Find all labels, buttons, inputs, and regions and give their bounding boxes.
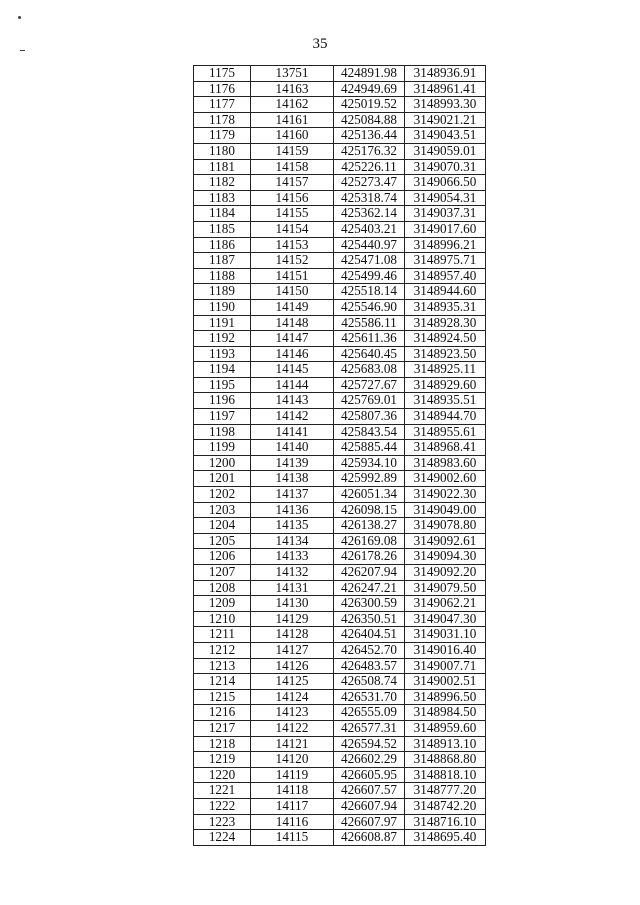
table-row — [194, 159, 486, 175]
table-row — [194, 720, 486, 736]
row-number-cell: 1175 — [194, 66, 251, 82]
row-number-cell: 1214 — [194, 674, 251, 690]
table-row — [194, 814, 486, 830]
y-coordinate-cell: 3148695.40 — [405, 830, 486, 846]
table-row — [194, 487, 486, 503]
row-number-cell: 1199 — [194, 440, 251, 456]
table-row — [194, 580, 486, 596]
x-coordinate-cell: 425176.32 — [334, 143, 405, 159]
x-coordinate-cell: 426350.51 — [334, 611, 405, 627]
table-row — [194, 175, 486, 191]
x-coordinate-cell: 426607.94 — [334, 798, 405, 814]
table-row — [194, 315, 486, 331]
table-row — [194, 284, 486, 300]
x-coordinate-cell: 425807.36 — [334, 409, 405, 425]
row-number-cell: 1215 — [194, 689, 251, 705]
y-coordinate-cell: 3149016.40 — [405, 642, 486, 658]
row-number-cell: 1182 — [194, 175, 251, 191]
point-id-cell: 14153 — [251, 237, 334, 253]
row-number-cell: 1179 — [194, 128, 251, 144]
point-id-cell: 14149 — [251, 299, 334, 315]
table-row — [194, 455, 486, 471]
point-id-cell: 14142 — [251, 409, 334, 425]
row-number-cell: 1177 — [194, 97, 251, 113]
row-number-cell: 1197 — [194, 409, 251, 425]
table-row — [194, 97, 486, 113]
x-coordinate-cell: 425992.89 — [334, 471, 405, 487]
row-number-cell: 1216 — [194, 705, 251, 721]
point-id-cell: 14140 — [251, 440, 334, 456]
y-coordinate-cell: 3148959.60 — [405, 720, 486, 736]
x-coordinate-cell: 426602.29 — [334, 752, 405, 768]
y-coordinate-cell: 3149094.30 — [405, 549, 486, 565]
point-id-cell: 14155 — [251, 206, 334, 222]
x-coordinate-cell: 425226.11 — [334, 159, 405, 175]
row-number-cell: 1193 — [194, 346, 251, 362]
row-number-cell: 1206 — [194, 549, 251, 565]
point-id-cell: 14127 — [251, 642, 334, 658]
table-row — [194, 440, 486, 456]
y-coordinate-cell: 3149047.30 — [405, 611, 486, 627]
page-number: 35 — [312, 36, 328, 52]
point-id-cell: 14144 — [251, 377, 334, 393]
y-coordinate-cell: 3148961.41 — [405, 81, 486, 97]
x-coordinate-cell: 426098.15 — [334, 502, 405, 518]
point-id-cell: 14124 — [251, 689, 334, 705]
point-id-cell: 14136 — [251, 502, 334, 518]
x-coordinate-cell: 425546.90 — [334, 299, 405, 315]
x-coordinate-cell: 425843.54 — [334, 424, 405, 440]
x-coordinate-cell: 425586.11 — [334, 315, 405, 331]
x-coordinate-cell: 426577.31 — [334, 720, 405, 736]
table-row — [194, 830, 486, 846]
row-number-cell: 1207 — [194, 565, 251, 581]
point-id-cell: 14125 — [251, 674, 334, 690]
y-coordinate-cell: 3148935.31 — [405, 299, 486, 315]
y-coordinate-cell: 3148944.70 — [405, 409, 486, 425]
x-coordinate-cell: 425440.97 — [334, 237, 405, 253]
x-coordinate-cell: 425318.74 — [334, 190, 405, 206]
x-coordinate-cell: 426607.57 — [334, 783, 405, 799]
table-row — [194, 471, 486, 487]
row-number-cell: 1203 — [194, 502, 251, 518]
point-id-cell: 14143 — [251, 393, 334, 409]
point-id-cell: 14148 — [251, 315, 334, 331]
y-coordinate-cell: 3149031.10 — [405, 627, 486, 643]
table-row — [194, 783, 486, 799]
point-id-cell: 14161 — [251, 112, 334, 128]
y-coordinate-cell: 3148935.51 — [405, 393, 486, 409]
point-id-cell: 14131 — [251, 580, 334, 596]
y-coordinate-cell: 3149078.80 — [405, 518, 486, 534]
row-number-cell: 1192 — [194, 331, 251, 347]
table-row — [194, 377, 486, 393]
table-row — [194, 206, 486, 222]
x-coordinate-cell: 426555.09 — [334, 705, 405, 721]
y-coordinate-cell: 3148984.50 — [405, 705, 486, 721]
y-coordinate-cell: 3148983.60 — [405, 455, 486, 471]
point-id-cell: 14122 — [251, 720, 334, 736]
row-number-cell: 1202 — [194, 487, 251, 503]
table-row — [194, 689, 486, 705]
row-number-cell: 1224 — [194, 830, 251, 846]
table-row — [194, 253, 486, 269]
row-number-cell: 1208 — [194, 580, 251, 596]
point-id-cell: 14132 — [251, 565, 334, 581]
table-row — [194, 331, 486, 347]
point-id-cell: 14162 — [251, 97, 334, 113]
point-id-cell: 14152 — [251, 253, 334, 269]
row-number-cell: 1196 — [194, 393, 251, 409]
table-row — [194, 705, 486, 721]
y-coordinate-cell: 3149002.51 — [405, 674, 486, 690]
y-coordinate-cell: 3148975.71 — [405, 253, 486, 269]
table-row — [194, 346, 486, 362]
row-number-cell: 1222 — [194, 798, 251, 814]
row-number-cell: 1204 — [194, 518, 251, 534]
y-coordinate-cell: 3148716.10 — [405, 814, 486, 830]
x-coordinate-cell: 426531.70 — [334, 689, 405, 705]
row-number-cell: 1194 — [194, 362, 251, 378]
x-coordinate-cell: 426508.74 — [334, 674, 405, 690]
y-coordinate-cell: 3148944.60 — [405, 284, 486, 300]
table-row — [194, 424, 486, 440]
table-row — [194, 658, 486, 674]
y-coordinate-cell: 3149066.50 — [405, 175, 486, 191]
x-coordinate-cell: 425683.08 — [334, 362, 405, 378]
row-number-cell: 1218 — [194, 736, 251, 752]
table-row — [194, 143, 486, 159]
y-coordinate-cell: 3149059.01 — [405, 143, 486, 159]
x-coordinate-cell: 425885.44 — [334, 440, 405, 456]
row-number-cell: 1186 — [194, 237, 251, 253]
point-id-cell: 14138 — [251, 471, 334, 487]
y-coordinate-cell: 3148913.10 — [405, 736, 486, 752]
point-id-cell: 14116 — [251, 814, 334, 830]
row-number-cell: 1184 — [194, 206, 251, 222]
y-coordinate-cell: 3148925.11 — [405, 362, 486, 378]
x-coordinate-cell: 426138.27 — [334, 518, 405, 534]
table-row — [194, 268, 486, 284]
x-coordinate-cell: 426452.70 — [334, 642, 405, 658]
y-coordinate-cell: 3148968.41 — [405, 440, 486, 456]
y-coordinate-cell: 3148993.30 — [405, 97, 486, 113]
x-coordinate-cell: 425136.44 — [334, 128, 405, 144]
table-row — [194, 611, 486, 627]
point-id-cell: 14160 — [251, 128, 334, 144]
point-id-cell: 14141 — [251, 424, 334, 440]
x-coordinate-cell: 425403.21 — [334, 221, 405, 237]
table-row — [194, 362, 486, 378]
y-coordinate-cell: 3149037.31 — [405, 206, 486, 222]
point-id-cell: 14130 — [251, 596, 334, 612]
x-coordinate-cell: 425934.10 — [334, 455, 405, 471]
y-coordinate-cell: 3149054.31 — [405, 190, 486, 206]
x-coordinate-cell: 426178.26 — [334, 549, 405, 565]
x-coordinate-cell: 425769.01 — [334, 393, 405, 409]
table-row — [194, 502, 486, 518]
point-id-cell: 14135 — [251, 518, 334, 534]
y-coordinate-cell: 3148929.60 — [405, 377, 486, 393]
point-id-cell: 14147 — [251, 331, 334, 347]
row-number-cell: 1188 — [194, 268, 251, 284]
point-id-cell: 14120 — [251, 752, 334, 768]
row-number-cell: 1210 — [194, 611, 251, 627]
x-coordinate-cell: 424891.98 — [334, 66, 405, 82]
row-number-cell: 1209 — [194, 596, 251, 612]
y-coordinate-cell: 3148868.80 — [405, 752, 486, 768]
x-coordinate-cell: 425273.47 — [334, 175, 405, 191]
row-number-cell: 1223 — [194, 814, 251, 830]
table-row — [194, 642, 486, 658]
row-number-cell: 1195 — [194, 377, 251, 393]
row-number-cell: 1178 — [194, 112, 251, 128]
y-coordinate-cell: 3149070.31 — [405, 159, 486, 175]
x-coordinate-cell: 425640.45 — [334, 346, 405, 362]
y-coordinate-cell: 3149017.60 — [405, 221, 486, 237]
table-row — [194, 767, 486, 783]
row-number-cell: 1211 — [194, 627, 251, 643]
table-row — [194, 596, 486, 612]
x-coordinate-cell: 424949.69 — [334, 81, 405, 97]
table-row — [194, 518, 486, 534]
x-coordinate-cell: 426404.51 — [334, 627, 405, 643]
point-id-cell: 14157 — [251, 175, 334, 191]
row-number-cell: 1180 — [194, 143, 251, 159]
row-number-cell: 1201 — [194, 471, 251, 487]
x-coordinate-cell: 426608.87 — [334, 830, 405, 846]
row-number-cell: 1205 — [194, 533, 251, 549]
y-coordinate-cell: 3149092.20 — [405, 565, 486, 581]
point-id-cell: 14154 — [251, 221, 334, 237]
table-row — [194, 627, 486, 643]
y-coordinate-cell: 3149092.61 — [405, 533, 486, 549]
point-id-cell: 14163 — [251, 81, 334, 97]
point-id-cell: 14129 — [251, 611, 334, 627]
point-id-cell: 14150 — [251, 284, 334, 300]
table-row — [194, 128, 486, 144]
y-coordinate-cell: 3148928.30 — [405, 315, 486, 331]
table-row — [194, 237, 486, 253]
coordinates-table-body — [194, 66, 486, 846]
table-row — [194, 674, 486, 690]
row-number-cell: 1190 — [194, 299, 251, 315]
point-id-cell: 14156 — [251, 190, 334, 206]
scan-dot-mark — [18, 16, 21, 19]
y-coordinate-cell: 3148996.21 — [405, 237, 486, 253]
x-coordinate-cell: 425499.46 — [334, 268, 405, 284]
y-coordinate-cell: 3148957.40 — [405, 268, 486, 284]
table-row — [194, 736, 486, 752]
table-row — [194, 221, 486, 237]
row-number-cell: 1213 — [194, 658, 251, 674]
y-coordinate-cell: 3148936.91 — [405, 66, 486, 82]
x-coordinate-cell: 426207.94 — [334, 565, 405, 581]
y-coordinate-cell: 3149062.21 — [405, 596, 486, 612]
x-coordinate-cell: 426483.57 — [334, 658, 405, 674]
row-number-cell: 1212 — [194, 642, 251, 658]
row-number-cell: 1181 — [194, 159, 251, 175]
row-number-cell: 1191 — [194, 315, 251, 331]
point-id-cell: 14159 — [251, 143, 334, 159]
row-number-cell: 1187 — [194, 253, 251, 269]
y-coordinate-cell: 3149022.30 — [405, 487, 486, 503]
x-coordinate-cell: 425518.14 — [334, 284, 405, 300]
y-coordinate-cell: 3148924.50 — [405, 331, 486, 347]
table-row — [194, 393, 486, 409]
row-number-cell: 1200 — [194, 455, 251, 471]
row-number-cell: 1198 — [194, 424, 251, 440]
y-coordinate-cell: 3148955.61 — [405, 424, 486, 440]
table-row — [194, 81, 486, 97]
point-id-cell: 14118 — [251, 783, 334, 799]
coordinates-table-container — [193, 65, 486, 846]
table-row — [194, 409, 486, 425]
point-id-cell: 14139 — [251, 455, 334, 471]
x-coordinate-cell: 426605.95 — [334, 767, 405, 783]
row-number-cell: 1220 — [194, 767, 251, 783]
x-coordinate-cell: 425727.67 — [334, 377, 405, 393]
row-number-cell: 1219 — [194, 752, 251, 768]
point-id-cell: 14126 — [251, 658, 334, 674]
point-id-cell: 14137 — [251, 487, 334, 503]
table-row — [194, 66, 486, 82]
x-coordinate-cell: 425611.36 — [334, 331, 405, 347]
table-row — [194, 752, 486, 768]
point-id-cell: 14119 — [251, 767, 334, 783]
table-row — [194, 299, 486, 315]
point-id-cell: 14146 — [251, 346, 334, 362]
y-coordinate-cell: 3149079.50 — [405, 580, 486, 596]
y-coordinate-cell: 3148742.20 — [405, 798, 486, 814]
x-coordinate-cell: 426607.97 — [334, 814, 405, 830]
point-id-cell: 14158 — [251, 159, 334, 175]
x-coordinate-cell: 425471.08 — [334, 253, 405, 269]
y-coordinate-cell: 3148818.10 — [405, 767, 486, 783]
point-id-cell: 14123 — [251, 705, 334, 721]
point-id-cell: 13751 — [251, 66, 334, 82]
x-coordinate-cell: 426247.21 — [334, 580, 405, 596]
table-row — [194, 565, 486, 581]
point-id-cell: 14134 — [251, 533, 334, 549]
table-row — [194, 798, 486, 814]
x-coordinate-cell: 426300.59 — [334, 596, 405, 612]
row-number-cell: 1185 — [194, 221, 251, 237]
point-id-cell: 14151 — [251, 268, 334, 284]
point-id-cell: 14117 — [251, 798, 334, 814]
row-number-cell: 1217 — [194, 720, 251, 736]
point-id-cell: 14121 — [251, 736, 334, 752]
table-row — [194, 549, 486, 565]
x-coordinate-cell: 425019.52 — [334, 97, 405, 113]
x-coordinate-cell: 426169.08 — [334, 533, 405, 549]
row-number-cell: 1176 — [194, 81, 251, 97]
y-coordinate-cell: 3149007.71 — [405, 658, 486, 674]
y-coordinate-cell: 3149021.21 — [405, 112, 486, 128]
x-coordinate-cell: 426051.34 — [334, 487, 405, 503]
row-number-cell: 1183 — [194, 190, 251, 206]
row-number-cell: 1221 — [194, 783, 251, 799]
point-id-cell: 14133 — [251, 549, 334, 565]
point-id-cell: 14115 — [251, 830, 334, 846]
y-coordinate-cell: 3148923.50 — [405, 346, 486, 362]
table-row — [194, 112, 486, 128]
point-id-cell: 14145 — [251, 362, 334, 378]
table-row — [194, 533, 486, 549]
x-coordinate-cell: 425084.88 — [334, 112, 405, 128]
y-coordinate-cell: 3148777.20 — [405, 783, 486, 799]
x-coordinate-cell: 425362.14 — [334, 206, 405, 222]
y-coordinate-cell: 3149002.60 — [405, 471, 486, 487]
y-coordinate-cell: 3148996.50 — [405, 689, 486, 705]
x-coordinate-cell: 426594.52 — [334, 736, 405, 752]
y-coordinate-cell: 3149049.00 — [405, 502, 486, 518]
coordinates-table — [193, 65, 486, 846]
row-number-cell: 1189 — [194, 284, 251, 300]
point-id-cell: 14128 — [251, 627, 334, 643]
table-row — [194, 190, 486, 206]
y-coordinate-cell: 3149043.51 — [405, 128, 486, 144]
